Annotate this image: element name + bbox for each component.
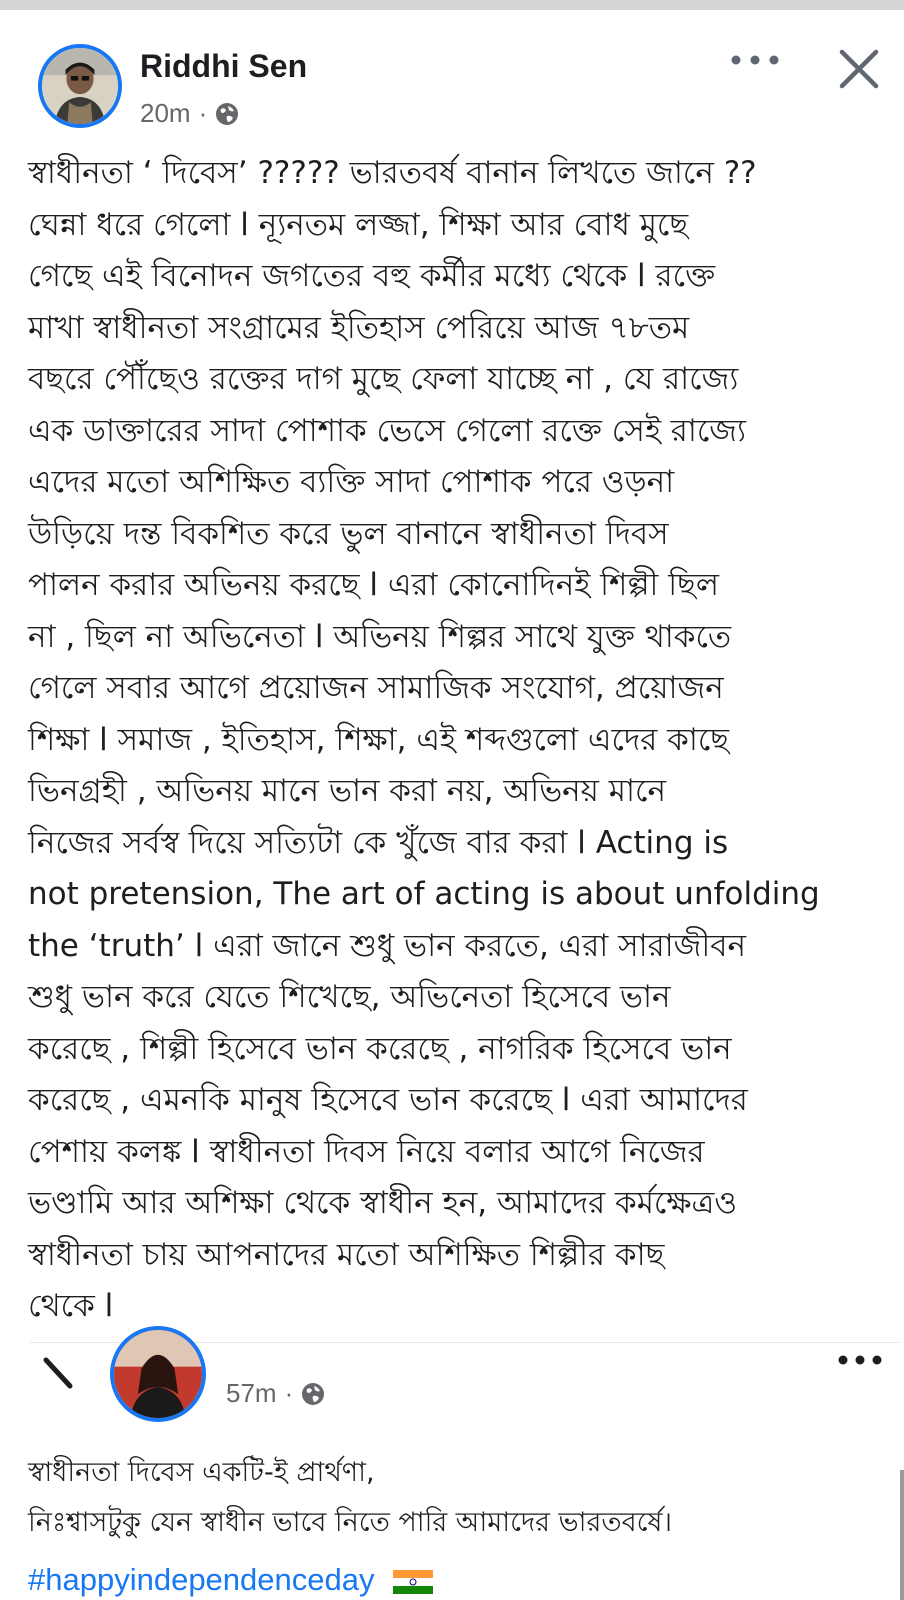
post-meta: [140, 98, 239, 129]
shared-post-meta: [226, 1378, 325, 1409]
post-header: [0, 10, 904, 130]
shared-more-options-button[interactable]: [836, 1352, 884, 1366]
right-edge-divider: [900, 1470, 904, 1600]
shared-post: [0, 1340, 904, 1600]
more-horizontal-icon: [728, 48, 782, 72]
close-button[interactable]: [838, 48, 880, 90]
top-divider: [0, 0, 904, 10]
globe-icon: [301, 1382, 325, 1406]
author-avatar-image: [42, 48, 118, 124]
post-body-text: স্বাধীনতা ‘ দিবেস’ ????? ভারতবর্ষ বানান লিখতে জানে ?? ঘেন্না ধরে গেলো l ন্যূনতম লজ্জা, শিক্ষা আর বোধ মুছে গেছে এই বিনোদন জগতের বহু কর্মীর মধ্যে থেকে l রক্তে মাখা স্বাধীনতা সংগ্রামের ইতিহাস পেরিয়ে আজ ৭৮তম বছরে পৌঁছেও রক্তের দাগ মুছে ফেলা যাচ্ছে না , যে রাজ্যে এক ডাক্তারের সাদা পোশাক ভেসে গেলো রক্তে সেই রাজ্যে এদের মতো অশিক্ষিত ব্যক্তি সাদা পোশাক পরে ওড়না উড়িয়ে দন্ত বিকশিত করে ভুল বানানে স্বাধীনতা দিবস পালন করার অভিনয় করছে l এরা কোনোদিনই শিল্পী ছিল না , ছিল না অভিনেতা l অভিনয় শিল্পর সাথে যুক্ত থাকতে গেলে সবার আগে প্রয়োজন সামাজিক সংযোগ, প্রয়োজন শিক্ষা l সমাজ , ইতিহাস, শিক্ষা, এই শব্দগুলো এদের কাছে ভিনগ্রহী , অভিনয় মানে ভান করা নয়, অভিনয় মানে নিজের সর্বস্ব দিয়ে সত্যিটা কে খুঁজে বার করা l Acting is not pretension, The art of acting is about unfolding the ‘truth’ l এরা জানে শুধু ভান করতে, এরা সারাজীবন শুধু ভান করে যেতে শিখেছে, অভিনেতা হিসেবে ভান করেছে , শিল্পী হিসেবে ভান করেছে , নাগরিক হিসেবে ভান করেছে , এমনকি মানুষ হিসেবে ভান করেছে l এরা আমাদের পেশায় কলঙ্ক l স্বাধীনতা দিবস নিয়ে বলার আগে নিজের ভণ্ডামি আর অশিক্ষা থেকে স্বাধীন হন, আমাদের কর্মক্ষেত্রও স্বাধীনতা চায় আপনাদের মতো অশিক্ষিত শিল্পীর কাছ থেকে l: [28, 155, 820, 1324]
meta-separator: ·: [198, 98, 208, 128]
author-name[interactable]: Riddhi Sen: [140, 48, 308, 84]
author-avatar[interactable]: [38, 44, 122, 128]
globe-icon: [215, 102, 239, 126]
india-flag-icon: [393, 1570, 433, 1594]
post-time[interactable]: 20m: [140, 98, 191, 128]
shared-meta-separator: ·: [284, 1378, 294, 1408]
more-options-button[interactable]: [728, 48, 782, 72]
close-icon: [838, 48, 880, 90]
more-horizontal-icon: [836, 1353, 884, 1367]
hashtag-link[interactable]: #happyindependenceday: [28, 1562, 375, 1597]
back-button[interactable]: [38, 1354, 78, 1394]
shared-author-avatar-image: [114, 1330, 202, 1418]
shared-post-body-text: স্বাধীনতা দিবেস একটি-ই প্রার্থণা, নিঃশ্বাসটুকু যেন স্বাধীন ভাবে নিতে পারি আমাদের ভারতবর্ষে।: [28, 1457, 673, 1538]
shared-post-time[interactable]: 57m: [226, 1378, 277, 1408]
hashtag-row: [28, 1562, 433, 1598]
back-arrow-icon: [38, 1354, 78, 1394]
shared-author-avatar[interactable]: [110, 1326, 206, 1422]
